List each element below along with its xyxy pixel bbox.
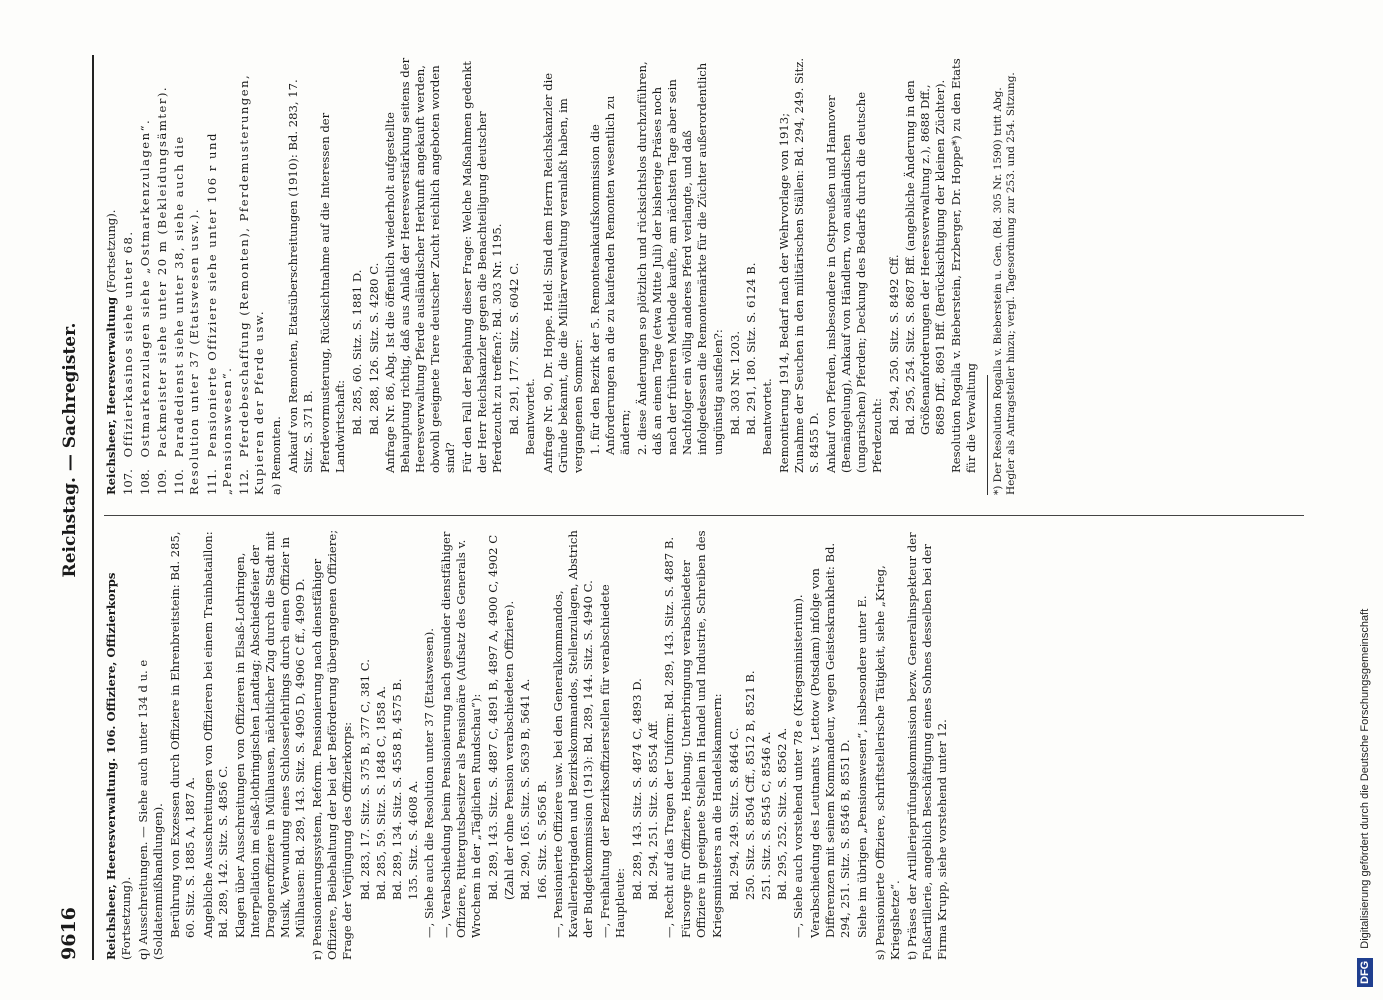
index-line: Pferdevormusterung, Rücksichtnahme auf die Interessen der Landwirtschaft: [318,112,348,473]
index-line: Ankauf von Pferden, insbesondere in Ostpreußen und Hannover (Bemängelung), Ankauf von Händlern, von ausländischen (ungarischen) Pferden; Deckung des Bedarfs durch die deutsche Pferdezucht: [824,91,884,473]
index-reference: Bd. 283, 17. Sitz. S. 375 B, 377 C, 381 C. [357,659,372,900]
left-column [104,520,1314,960]
index-line: Verabschiedung des Leutnants v. Lettow (Potsdam) infolge von Differenzen mit seinem Kommandeur, wegen Geisteskrankheit: Bd. 294, 251. Sitz. S. 8546 B, 8551 D. [808,542,853,938]
index-reference: Bd. 294, 249. Sitz. S. 8464 C. [726,727,741,900]
digitization-credit-text-wrapper [1352,12,1378,987]
header-rule [92,55,94,960]
index-line: q) Ausschreitungen. — Siehe auch unter 134 d u. e (Soldatenmißhandlungen). [136,659,166,960]
entry-text: Paradedienst siehe unter 38, siehe auch die Resolution unter 37 (Etatswesen usw.). [172,135,202,495]
section-heading-continuation: (Fortsetzung). [119,876,134,960]
index-reference: Bd. 289, 134. Sitz. S. 4558 B, 4575 B. [389,678,404,900]
index-reference: Bd. 285, 59. Sitz. S. 1848 C, 1858 A. [373,686,388,900]
entry-number: 110. [172,469,187,495]
index-reference: Bd. 295, 252. Sitz. S. 8562 A. [774,727,789,900]
digitization-credit [1352,12,1378,987]
index-line: —, Pensionierte Offiziere usw. bei den Generalkommandos, Kavalleriebrigaden und Bezirkskommandos, Stellenzulagen, Abstrich der Budgetkommission (1913): Bd. 289, 144. Sitz. S. 4940 C. [550,530,595,938]
index-reference: Bd. 294, 250. Sitz. S. 8492 Cff. [886,254,901,435]
index-line: —, Freihaltung der Bezirksoffizierstellen für verabschiedete Hauptleute: [597,584,627,938]
index-entry [138,55,153,495]
entry-number: 111. [204,469,219,495]
index-entry [121,55,136,495]
index-line: Remontierung 1914, Bedarf nach der Wehrvorlage von 1913; Zunahme der Seuchen in den militärischen Ställen: Bd. 294, 249. Sitz. S. 8455 D. [776,57,822,473]
index-line: t) Präses der Artillerieprüfungskommission bezw. Generalinspekteur der Fußartillerie, angeblich Beschäftigung eines Sohnes desselben bei der Firma Krupp, siehe vorstehend unter 12. [904,532,949,960]
index-line: —, Siehe auch vorstehend unter 78 e (Kriegsministerium). [791,594,806,938]
index-entry [205,55,235,495]
index-line: s) Pensionierte Offiziere, schriftstellerische Tätigkeit, siehe „Krieg, Kriegshetze“. [872,565,902,960]
index-entry [237,55,267,495]
index-line: Beantwortet. [523,378,538,455]
index-line: Berührung von Exzessen durch Offiziere in Ehrenbreitstein: Bd. 285, 60. Sitz. S. 1885 A, 1887 A. [168,531,198,938]
entry-number: 108. [138,469,153,495]
entry-text: Offizierkasinos siehe unter 68. [121,230,136,458]
index-line: Anfrage Nr. 90, Dr. Hoppe. Held: Sind dem Herrn Reichskanzler die Gründe bekannt, die die Militärverwaltung veranlaßt haben, im vergangenen Sommer: [540,72,585,473]
index-line: a) Remonten. [268,416,283,495]
digitization-credit-text: Digitalisierung gefördert durch die Deutsche Forschungsgemeinschaft [1359,608,1371,949]
index-reference: Bd. 291, 180. Sitz. S. 6124 B. [743,262,758,435]
entry-text: Pensionierte Offiziere siehe unter 106 r und „Pensionswesen“. [204,132,234,495]
index-line: Siehe im übrigen „Pensionswesen“, insbesondere unter E. [855,595,870,938]
entry-text: Ostmarkenzulagen siehe „Ostmarkenzulagen“. [138,118,153,458]
footnote: *) Der Resolution Rogalla v. Bieberstein u. Gen. (Bd. 305 Nr. 1590) tritt Abg. Hegler als Antragsteller hinzu; vergl. Tagesordnung zur 253. und 254. Sitzung. [992,72,1018,495]
column-divider [104,515,1304,516]
index-entry [172,55,202,495]
index-reference: Bd. 289, 143. Sitz. S. 4887 C, 4891 B, 4897 A, 4900 C, 4902 C [486,534,501,900]
index-reference: Bd. 285, 60. Sitz. S. 1881 D. [350,269,365,435]
index-line: Anfrage Nr. 86, Abg. Ist die öffentlich wiederholt aufgestellte Behauptung richtig, daß aus Anlaß der Heeresverstärkung seitens der Heeresverwaltung Pferde ausländischer Herkunft angekauft werden, obwohl geeignete Tiere deutscher Zucht reichlich angeboten worden sind? [382,57,457,473]
index-line: r) Pensionierungssystem, Reform. Pensionierung nach dienstfähiger Offiziere, Beibehaltung der bei der Beförderung übergangenen Offiziere; Frage der Verjüngung des Offizierkorps: [310,529,355,960]
index-reference: Bd. 289, 143. Sitz. S. 4874 C, 4893 D. [630,678,645,900]
index-line: Resolution Rogalla v. Bieberstein, Erzberger, Dr. Hoppe*) zu den Etats für die Verwaltung [948,58,979,473]
index-reference: 251. Sitz. S. 8545 C, 8546 A. [758,731,773,900]
page-header [52,60,88,960]
section-heading-title: Reichsheer, Heeresverwaltung. 106. Offiziere, Offizierkorps [104,572,118,960]
right-column [104,55,1314,495]
index-reference: Bd. 303 Nr. 1203. [727,330,742,435]
index-reference: Bd. 291, 177. Sitz. S. 6042 C. [507,262,522,435]
index-line: Angebliche Ausschreitungen von Offizieren bei einem Trainbataillon: Bd. 289, 142. Sitz. S. 4856 C. [200,531,230,938]
index-line: 1. für den Bezirk der 5. Remonteankaufskommission die Anforderungen an die zu kaufenden Remonten wesentlich zu ändern; [587,95,632,455]
section-heading [104,520,134,960]
entry-number: 109. [155,469,170,495]
index-line: 2. diese Änderungen so plötzlich und rücksichtslos durchzuführen, daß an einem Tage (etwa Mitte Juli) der bisherige Präses noch nach der früheren Methode kaufte, am nächsten Tage aber sein Nachfolger ein völlig anderes Pferd verlangte, und daß infolgedessen die Remontemärkte für die Züchter außerordentlich ungünstig ausfielen?: [635,61,725,455]
page-number: 9616 [58,907,80,960]
index-line: Für den Fall der Bejahung dieser Frage: Welche Maßnahmen gedenkt der Herr Reichskanzler gegen die Benachteiligung deutscher Pferdezucht zu treffen?: Bd. 303 Nr. 1195. [460,61,505,473]
entry-number: 112. [236,469,251,495]
dfg-logo: DFG [1357,958,1373,987]
index-reference: 166. Sitz. S. 5656 B. [534,780,549,900]
footnote-rule [987,375,988,495]
index-line: Ankauf von Remonten, Etatsüberschreitungen (1910): Bd. 283, 17. Sitz. S. 371 B. [286,79,316,473]
index-reference: Bd. 294, 251. Sitz. S. 8554 Aff. [646,720,661,900]
index-reference: 135. Sitz. S. 4608 A. [405,780,420,900]
index-entry [155,55,170,495]
section-heading-continuation: (Fortsetzung). [104,209,118,293]
entry-number: 107. [121,469,136,495]
index-line: —, Recht auf das Tragen der Uniform: Bd. 289, 143. Sitz. S. 4887 B. [662,536,677,938]
index-line: Beantwortet. [759,378,774,455]
section-heading [104,55,119,495]
index-reference: Bd. 290, 165. Sitz. S. 5639 B, 5641 A. [518,678,533,900]
index-line: —, Verabschiedung beim Pensionierung nach gesunder dienstfähiger Offiziere, Rittergutsbesitzer als Pensionäre (Aufsatz des Generals v. Wrochem in der „Täglichen Rundschau“): [438,531,484,938]
entry-text: Packmeister siehe unter 20 m (Bekleidungsämter). [155,85,170,458]
index-reference: Bd. 288, 126. Sitz. S. 4280 C. [366,262,381,435]
index-reference: Bd. 295, 254. Sitz. S. 8687 Bff. (angebliche Änderung in den Größenanforderungen der Heeresverwaltung z.), 8688 Dff., 8689 Dff., 8691 Bff. (Berücksichtigung der kleinen Züchter). [902,79,947,435]
section-heading-title: Reichsheer, Heeresverwaltung [104,296,118,495]
index-reference: (Zahl der ohne Pension verabschiedeten Offiziere). [502,600,517,900]
running-title: Reichstag. — Sachregister. [60,322,80,578]
entry-text: Pferdebeschaffung (Remonten), Pferdemusterungen, Kupieren der Pferde usw. [236,73,266,495]
index-reference: 250. Sitz. S. 8504 Cff., 8512 B, 8521 B. [742,670,757,900]
index-line: Klagen über Ausschreitungen von Offizieren in Elsaß-Lothringen, Interpellation im elsaß-lothringischen Landtag; Abschiedsfeier der Dragoneroffiziere in Mülhausen, nächtlicher Zug durch die Stadt mit Musik, Verwundung eines Schlosserlehrlings durch einen Offizier in Mülhausen: Bd. 289, 143. Sitz. S. 4905 D, 4906 C ff., 4909 D. [232,531,308,938]
index-line: —, Siehe auch die Resolution unter 37 (Etatswesen). [421,628,436,938]
index-line: Fürsorge für Offiziere, Hebung; Unterbringung verabschiedeter Offiziere in geeignete Stellen in Handel und Industrie, Schreiben des Kriegsministers an die Handelskammern: [679,530,724,938]
